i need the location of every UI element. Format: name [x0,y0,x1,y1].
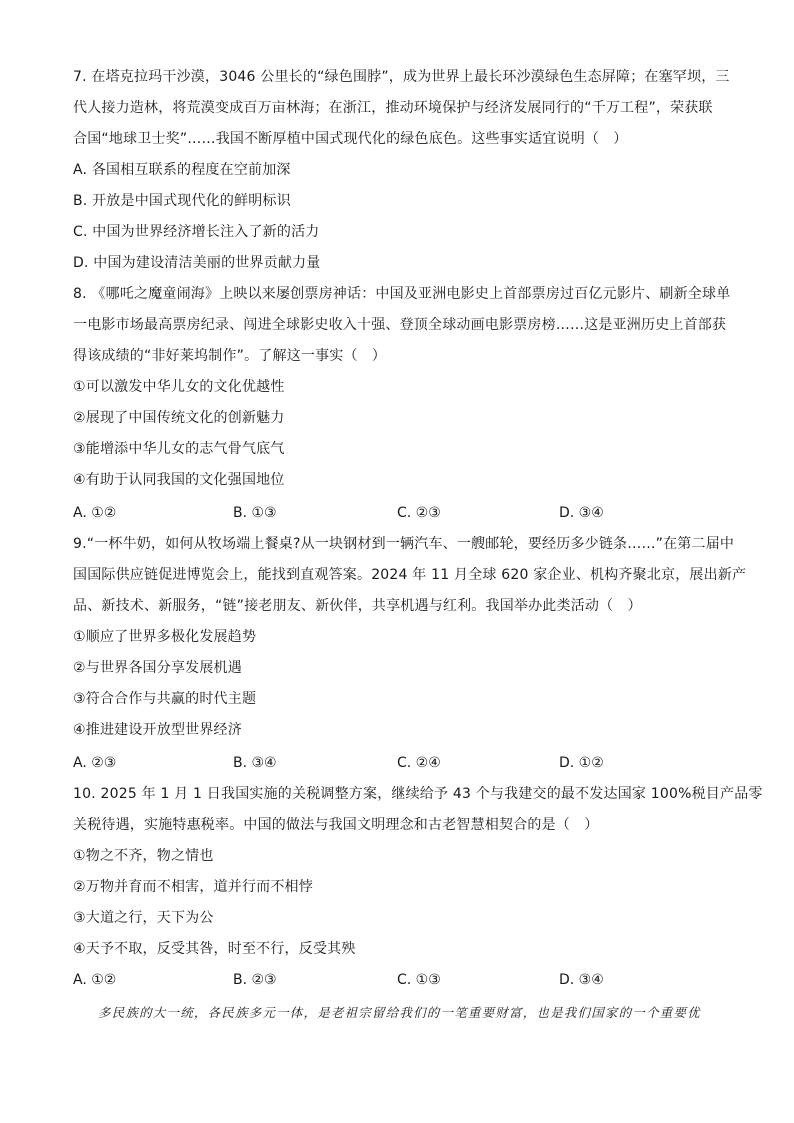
q9-choice-c: C. ②④ [397,755,441,771]
q10-item-2: ②万物并育而不相害，道并行而不相悖 [73,879,313,895]
q10-choice-d: D. ③④ [559,972,604,988]
q8-item-3: ③能增添中华儿女的志气骨气底气 [73,441,285,457]
q10-stem-line: 关税待遇，实施特惠税率。中国的做法与我国文明理念和古老智慧相契合的是（ ） [73,817,599,833]
q9-stem-line: 9.“一杯牛奶，如何从牧场端上餐桌?从一块钢材到一辆汽车、一艘邮轮，要经历多少链条……”在第二届中 [73,536,735,552]
q10-item-1: ①物之不齐，物之情也 [73,848,214,864]
q9-item-3: ③符合合作与共赢的时代主题 [73,691,257,707]
q7-stem-line: 合国“地球卫士奖”……我国不断厚植中国式现代化的绿色底色。这些事实适宜说明（ ） [73,131,628,147]
q9-choice-b: B. ③④ [233,755,277,771]
q10-item-3: ③大道之行，天下为公 [73,910,214,926]
q10-choice-a: A. ①② [73,972,117,988]
q9-stem-line: 国国际供应链促进博览会上，能找到直观答案。2024 年 11 月全球 620 家企业、机构齐聚北京，展出新产 [73,567,747,583]
q10-choices [73,970,733,990]
q9-stem-line: 品、新技术、新服务，“链”接老朋友、新伙伴，共享机遇与红利。我国举办此类活动（ ） [73,598,642,614]
q9-item-4: ④推进建设开放型世界经济 [73,722,242,738]
q8-stem-line: 一电影市场最高票房纪录、闯进全球影史收入十强、登顶全球动画电影票房榜……这是亚洲历史上首部获 [73,317,727,333]
q9-item-1: ①顺应了世界多极化发展趋势 [73,629,257,645]
next-passage-line: 多民族的大一统，各民族多元一体，是老祖宗留给我们的一笔重要财富，也是我们国家的一个重要优 [98,1005,701,1020]
q8-choice-a: A. ①② [73,505,117,521]
q8-item-4: ④有助于认同我国的文化强国地位 [73,472,285,488]
q7-option-d: D. 中国为建设清洁美丽的世界贡献力量 [73,255,321,271]
q8-item-1: ①可以激发中华儿女的文化优越性 [73,379,285,395]
q8-choices [73,503,733,523]
q8-choice-b: B. ①③ [233,505,277,521]
q10-item-4: ④天予不取，反受其咎，时至不行，反受其殃 [73,941,356,957]
q8-choice-d: D. ③④ [559,505,604,521]
q8-item-2: ②展现了中国传统文化的创新魅力 [73,410,285,426]
q7-option-b: B. 开放是中国式现代化的鲜明标识 [73,193,291,209]
q8-stem-line: 得该成绩的“非好莱坞制作”。了解这一事实（ ） [73,348,387,364]
q9-choice-a: A. ②③ [73,755,117,771]
q7-option-c: C. 中国为世界经济增长注入了新的活力 [73,224,320,240]
q10-stem-line: 10. 2025 年 1 月 1 日我国实施的关税调整方案，继续给予 43 个与我建交的最不发达国家 100%税目产品零 [73,786,763,802]
q8-choice-c: C. ②③ [397,505,441,521]
q9-item-2: ②与世界各国分享发展机遇 [73,660,242,676]
q7-option-a: A. 各国相互联系的程度在空前加深 [73,162,291,178]
q9-choice-d: D. ①② [559,755,604,771]
q7-stem-line: 代人接力造林，将荒漠变成百万亩林海；在浙江，推动环境保护与经济发展同行的“千万工程”，荣获联 [73,100,713,116]
q10-choice-c: C. ①③ [397,972,441,988]
q9-choices [73,753,733,773]
q10-choice-b: B. ②③ [233,972,277,988]
q8-stem-line: 8. 《哪吒之魔童闹海》上映以来屡创票房神话：中国及亚洲电影史上首部票房过百亿元影片、刷新全球单 [73,286,731,302]
q7-stem-line: 7. 在塔克拉玛干沙漠，3046 公里长的“绿色围脖”，成为世界上最长环沙漠绿色生态屏障；在塞罕坝，三 [73,69,730,85]
